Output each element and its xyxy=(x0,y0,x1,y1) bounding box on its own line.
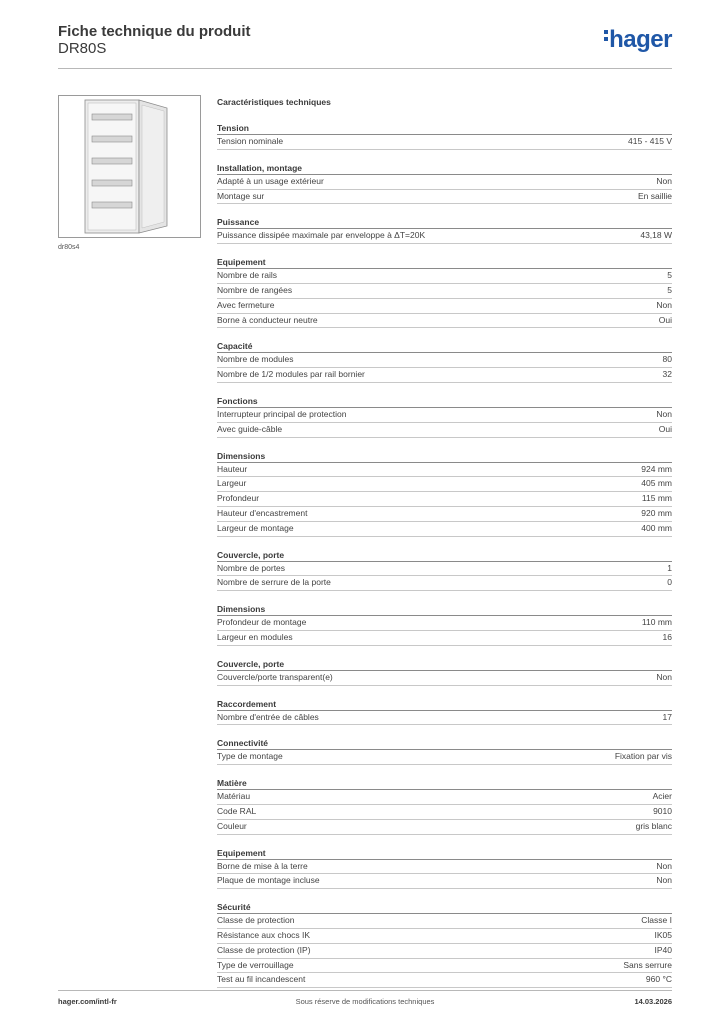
spec-group-title: Connectivité xyxy=(217,734,672,750)
spec-row xyxy=(217,973,672,988)
spec-row xyxy=(217,284,672,299)
spec-groups xyxy=(217,119,672,988)
product-image-frame xyxy=(58,95,201,238)
spec-row xyxy=(217,522,672,537)
spec-label: Nombre d'entrée de câbles xyxy=(217,711,319,722)
spec-label: Couvercle/porte transparent(e) xyxy=(217,671,333,682)
logo-dots-icon xyxy=(604,27,608,44)
spec-value: 0 xyxy=(667,577,672,588)
spec-label: Matériau xyxy=(217,791,251,802)
spec-label: Classe de protection xyxy=(217,915,295,926)
spec-row xyxy=(217,299,672,314)
spec-group-title: Installation, montage xyxy=(217,159,672,175)
spec-group xyxy=(217,213,672,244)
spec-group xyxy=(217,337,672,383)
spec-value: Sans serrure xyxy=(623,959,672,970)
spec-label: Avec guide-câble xyxy=(217,423,283,434)
header-divider xyxy=(58,68,672,69)
spec-value: gris blanc xyxy=(635,820,672,831)
spec-group-title: Equipement xyxy=(217,844,672,860)
page-footer xyxy=(58,997,672,1011)
spec-group xyxy=(217,392,672,438)
spec-value: Oui xyxy=(658,423,672,434)
spec-label: Montage sur xyxy=(217,190,265,201)
spec-row xyxy=(217,190,672,205)
spec-label: Borne de mise à la terre xyxy=(217,860,308,871)
spec-group-title: Sécurité xyxy=(217,898,672,914)
spec-group xyxy=(217,844,672,890)
spec-row xyxy=(217,944,672,959)
spec-group-title: Couvercle, porte xyxy=(217,655,672,671)
spec-row xyxy=(217,507,672,522)
spec-label: Largeur xyxy=(217,478,247,489)
spec-label: Largeur de montage xyxy=(217,522,294,533)
spec-value: Non xyxy=(656,671,672,682)
spec-row xyxy=(217,423,672,438)
spec-value: Non xyxy=(656,408,672,419)
spec-group xyxy=(217,253,672,328)
spec-label: Nombre de serrure de la porte xyxy=(217,577,331,588)
spec-group xyxy=(217,774,672,834)
spec-value: 32 xyxy=(662,369,672,380)
spec-group xyxy=(217,119,672,150)
spec-value: 405 mm xyxy=(641,478,672,489)
spec-value: 115 mm xyxy=(641,493,672,504)
spec-value: Non xyxy=(656,299,672,310)
spec-group-title: Equipement xyxy=(217,253,672,269)
spec-row xyxy=(217,959,672,974)
spec-group xyxy=(217,655,672,686)
spec-label: Borne à conducteur neutre xyxy=(217,314,318,325)
spec-row xyxy=(217,616,672,631)
footer-disclaimer: Sous réserve de modifications techniques xyxy=(295,997,435,1006)
spec-label: Puissance dissipée maximale par enveloppe à ΔT=20K xyxy=(217,230,426,241)
spec-label: Tension nominale xyxy=(217,136,284,146)
logo-text: hager xyxy=(609,26,672,53)
spec-group xyxy=(217,695,672,726)
spec-group-title: Couvercle, porte xyxy=(217,546,672,562)
spec-label: Nombre de 1/2 modules par rail bornier xyxy=(217,369,365,380)
spec-group xyxy=(217,600,672,646)
spec-value: 920 mm xyxy=(641,507,672,518)
spec-row xyxy=(217,229,672,244)
spec-row xyxy=(217,562,672,577)
footer-date: 14.03.2026 xyxy=(634,997,672,1006)
spec-row xyxy=(217,671,672,686)
spec-group-title: Raccordement xyxy=(217,695,672,711)
spec-value: 110 mm xyxy=(641,617,672,628)
spec-group xyxy=(217,546,672,592)
spec-group xyxy=(217,734,672,765)
spec-row xyxy=(217,805,672,820)
hager-logo xyxy=(604,26,672,54)
spec-value: 17 xyxy=(662,711,672,722)
spec-group-title: Dimensions xyxy=(217,600,672,616)
spec-label: Largeur en modules xyxy=(217,631,293,642)
spec-label: Type de montage xyxy=(217,751,283,762)
spec-label: Avec fermeture xyxy=(217,299,275,310)
spec-group xyxy=(217,447,672,537)
spec-group-title: Tension xyxy=(217,119,672,135)
spec-label: Nombre de rails xyxy=(217,270,277,281)
spec-group-title: Dimensions xyxy=(217,447,672,463)
spec-group-title: Capacité xyxy=(217,337,672,353)
spec-row xyxy=(217,135,672,150)
spec-row xyxy=(217,314,672,329)
spec-row xyxy=(217,874,672,889)
spec-row xyxy=(217,711,672,726)
spec-label: Classe de protection (IP) xyxy=(217,944,311,955)
spec-value: 960 °C xyxy=(645,974,672,985)
spec-label: Nombre de rangées xyxy=(217,284,293,295)
spec-label: Test au fil incandescent xyxy=(217,974,306,985)
footer-website[interactable]: hager.com/intl-fr xyxy=(58,997,117,1006)
spec-value: Non xyxy=(656,875,672,886)
spec-value: 924 mm xyxy=(641,463,672,474)
spec-row xyxy=(217,750,672,765)
specs-title: Caractéristiques techniques xyxy=(217,97,331,107)
spec-label: Nombre de portes xyxy=(217,562,286,573)
spec-row xyxy=(217,492,672,507)
spec-value: IP40 xyxy=(654,944,672,955)
page-title: Fiche technique du produit xyxy=(58,23,251,40)
footer-divider xyxy=(58,990,672,991)
spec-value: 16 xyxy=(662,631,672,642)
spec-value: Classe I xyxy=(641,915,672,926)
technical-specs xyxy=(217,95,672,997)
spec-label: Adapté à un usage extérieur xyxy=(217,175,324,186)
spec-label: Plaque de montage incluse xyxy=(217,875,320,886)
spec-value: 5 xyxy=(667,284,672,295)
spec-row xyxy=(217,368,672,383)
spec-group-title: Puissance xyxy=(217,213,672,229)
spec-value: Non xyxy=(656,175,672,186)
spec-label: Profondeur xyxy=(217,493,260,504)
spec-row xyxy=(217,175,672,190)
spec-label: Interrupteur principal de protection xyxy=(217,408,347,419)
spec-label: Couleur xyxy=(217,820,247,831)
spec-value: Acier xyxy=(652,791,672,802)
enclosure-product-image xyxy=(59,96,200,237)
spec-row xyxy=(217,353,672,368)
spec-value: 1 xyxy=(667,562,672,573)
spec-label: Code RAL xyxy=(217,805,257,816)
spec-label: Hauteur d'encastrement xyxy=(217,507,308,518)
spec-value: 43,18 W xyxy=(640,230,672,241)
spec-row xyxy=(217,860,672,875)
page-header xyxy=(58,20,672,70)
spec-row xyxy=(217,576,672,591)
spec-value: 9010 xyxy=(653,805,672,816)
spec-value: 80 xyxy=(662,354,672,365)
spec-row xyxy=(217,631,672,646)
spec-label: Profondeur de montage xyxy=(217,617,307,628)
spec-value: En saillie xyxy=(637,190,672,201)
spec-row xyxy=(217,463,672,478)
spec-label: Nombre de modules xyxy=(217,354,294,365)
spec-row xyxy=(217,408,672,423)
spec-row xyxy=(217,477,672,492)
spec-group xyxy=(217,159,672,205)
spec-label: Type de verrouillage xyxy=(217,959,294,970)
spec-value: Fixation par vis xyxy=(614,751,672,762)
image-caption: dr80s4 xyxy=(58,244,80,251)
spec-value: Oui xyxy=(658,314,672,325)
spec-value: Non xyxy=(656,860,672,871)
spec-value: 400 mm xyxy=(641,522,672,533)
spec-value: 5 xyxy=(667,270,672,281)
spec-value: IK05 xyxy=(654,929,672,940)
spec-row xyxy=(217,929,672,944)
spec-value: 415 - 415 V xyxy=(628,136,672,146)
spec-group xyxy=(217,898,672,988)
product-reference: DR80S xyxy=(58,40,107,57)
spec-label: Hauteur xyxy=(217,463,248,474)
spec-row xyxy=(217,269,672,284)
spec-row xyxy=(217,820,672,835)
spec-row xyxy=(217,914,672,929)
spec-group-title: Matière xyxy=(217,774,672,790)
spec-group-title: Fonctions xyxy=(217,392,672,408)
spec-row xyxy=(217,790,672,805)
spec-label: Résistance aux chocs IK xyxy=(217,929,311,940)
